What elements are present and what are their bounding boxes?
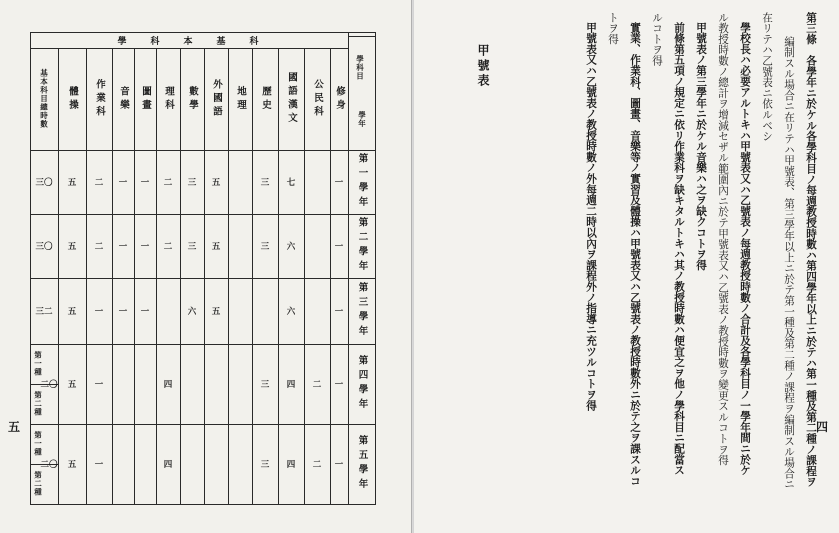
table-cell: 四 xyxy=(286,380,296,390)
left-page xyxy=(0,0,412,533)
table-cell: 五 xyxy=(67,178,77,188)
subject-header: 修身 xyxy=(334,85,345,113)
corner-subject-label: 學科目 xyxy=(355,55,365,81)
table-cell: 七 xyxy=(286,178,296,188)
body-text-column: 在リテハ乙號表ニ依ルベシ xyxy=(761,12,773,142)
body-text-column: 前條第五項ノ規定ニ依リ作業科ヲ缺キタルトキハ其ノ教授時數ハ便宜之ヲ他ノ學科目ニ配當ス xyxy=(673,22,685,476)
page-number-left: 五 xyxy=(8,420,21,434)
table-cell: 二〇 xyxy=(40,460,58,470)
table-cell: 二〇 xyxy=(40,380,58,390)
table-cell: 一 xyxy=(118,242,128,252)
table-cell: 五 xyxy=(67,242,77,252)
subjects-group-header: 學 科 本 基 科 xyxy=(117,36,261,47)
timetable xyxy=(30,32,375,504)
table-cell: 二 xyxy=(94,178,104,188)
table-cell: 一 xyxy=(140,178,150,188)
body-text-column: 甲號表又ハ乙號表ノ教授時數ノ外每週二時以內ヲ課程外ノ指導ニ充ツルコトヲ得 xyxy=(585,22,597,411)
year-header: 第三學年 xyxy=(356,282,368,340)
table-cell: 三二 xyxy=(35,307,53,317)
table-cell: 一 xyxy=(94,460,104,470)
body-text-column: トヲ得 xyxy=(607,12,619,45)
corner-year-label: 學年 xyxy=(357,110,367,128)
table-cell: 二 xyxy=(94,242,104,252)
table-cell: 六 xyxy=(286,307,296,317)
table-cell: 三 xyxy=(187,242,197,252)
body-text-column: 實業、作業科、圖畫、音樂等ノ實習及體操ハ甲號表又ハ乙號表ノ教授時數外ニ於テ之ヲ課スルコ xyxy=(629,22,641,487)
body-text-column: 學校長ハ必要アルトキハ甲號表又ハ乙號表ノ每週教授時數ノ合計及各學科目ノ一學年間ニ於ケ xyxy=(739,22,751,476)
table-cell: 三 xyxy=(260,178,270,188)
course-type-label: 第二種 xyxy=(33,471,43,497)
table-rule xyxy=(348,32,349,504)
table-rule xyxy=(30,504,375,505)
table-cell: 一 xyxy=(334,178,344,188)
table-rule xyxy=(348,36,375,37)
right-page xyxy=(414,0,839,533)
year-header: 第五學年 xyxy=(356,435,368,493)
subject-header: 國語漢文 xyxy=(286,72,297,126)
table-cell: 一 xyxy=(94,307,104,317)
table-rule xyxy=(30,344,375,345)
table-cell: 四 xyxy=(163,380,173,390)
table-cell: 六 xyxy=(187,307,197,317)
subject-header: 地理 xyxy=(235,85,246,113)
subject-header: 作業科 xyxy=(94,78,105,120)
subject-header: 外國語 xyxy=(211,78,222,120)
table-cell: 三 xyxy=(260,242,270,252)
table-cell: 一 xyxy=(334,307,344,317)
table-cell: 五 xyxy=(67,380,77,390)
table-cell: 一 xyxy=(334,242,344,252)
table-cell: 五 xyxy=(67,307,77,317)
table-cell: 一 xyxy=(140,242,150,252)
course-type-label: 第二種 xyxy=(33,391,43,417)
body-text-column: 第三條 各學年ニ於ケル各學科目ノ每週教授時數ハ第四學年以上ニ於テハ第一種及第二種ノ課程ヲ xyxy=(805,12,817,488)
body-text-column: ルコトヲ得 xyxy=(651,12,663,66)
table-cell: 三 xyxy=(260,380,270,390)
table-cell: 三 xyxy=(187,178,197,188)
table-rule xyxy=(30,424,375,425)
course-type-label: 第一種 xyxy=(33,431,43,457)
subject-header: 理科 xyxy=(163,85,174,113)
table-cell: 二 xyxy=(312,380,322,390)
table-cell: 三 xyxy=(260,460,270,470)
table-cell: 二 xyxy=(163,178,173,188)
year-header: 第二學年 xyxy=(356,217,368,275)
table-cell: 五 xyxy=(211,307,221,317)
table-cell: 四 xyxy=(163,460,173,470)
table-cell: 二 xyxy=(163,242,173,252)
table-cell: 五 xyxy=(67,460,77,470)
table-cell: 一 xyxy=(334,380,344,390)
table-cell: 五 xyxy=(211,242,221,252)
table-rule xyxy=(30,278,375,279)
table-cell: 一 xyxy=(118,307,128,317)
year-header: 第四學年 xyxy=(356,355,368,413)
subject-header: 體操 xyxy=(67,85,78,113)
subject-header: 基本科目總時數 xyxy=(39,69,49,129)
table-border xyxy=(375,32,376,505)
table-rule xyxy=(30,150,375,151)
table-cell: 二 xyxy=(312,460,322,470)
course-type-label: 第一種 xyxy=(33,351,43,377)
subject-header: 歷史 xyxy=(260,85,271,113)
subject-header: 圖畫 xyxy=(140,85,151,113)
body-text-column: ル教授時數ノ總計ヲ增減セザル範圍內ニ於テ甲號表又ハ乙號表ノ教授時數ヲ變更スルコトヲ得 xyxy=(717,12,729,466)
table-cell: 六 xyxy=(286,242,296,252)
table-rule xyxy=(30,48,348,49)
subject-header: 公民科 xyxy=(312,78,323,120)
table-cell: 一 xyxy=(334,460,344,470)
table-rule xyxy=(30,214,375,215)
page-number-right: 四 xyxy=(816,420,829,434)
body-text-column: 編制スル場合ニ在リテハ甲號表、第三學年以上ニ於テ第一種及第二種ノ課程ヲ編制スル場合ニ xyxy=(783,36,795,490)
year-header: 第一學年 xyxy=(356,153,368,211)
table-cell: 四 xyxy=(286,460,296,470)
subject-header: 數學 xyxy=(187,85,198,113)
table-cell: 五 xyxy=(211,178,221,188)
table-cell: 一 xyxy=(94,380,104,390)
table-heading: 甲號表 xyxy=(476,44,490,89)
table-cell: 三〇 xyxy=(35,178,53,188)
table-cell: 一 xyxy=(140,307,150,317)
table-cell: 一 xyxy=(118,178,128,188)
body-text-column: 甲號表ノ第三學年ニ於ケル音樂ハ之ヲ缺クコトヲ得 xyxy=(695,22,707,271)
table-cell: 三〇 xyxy=(35,242,53,252)
subject-header: 音樂 xyxy=(118,85,129,113)
